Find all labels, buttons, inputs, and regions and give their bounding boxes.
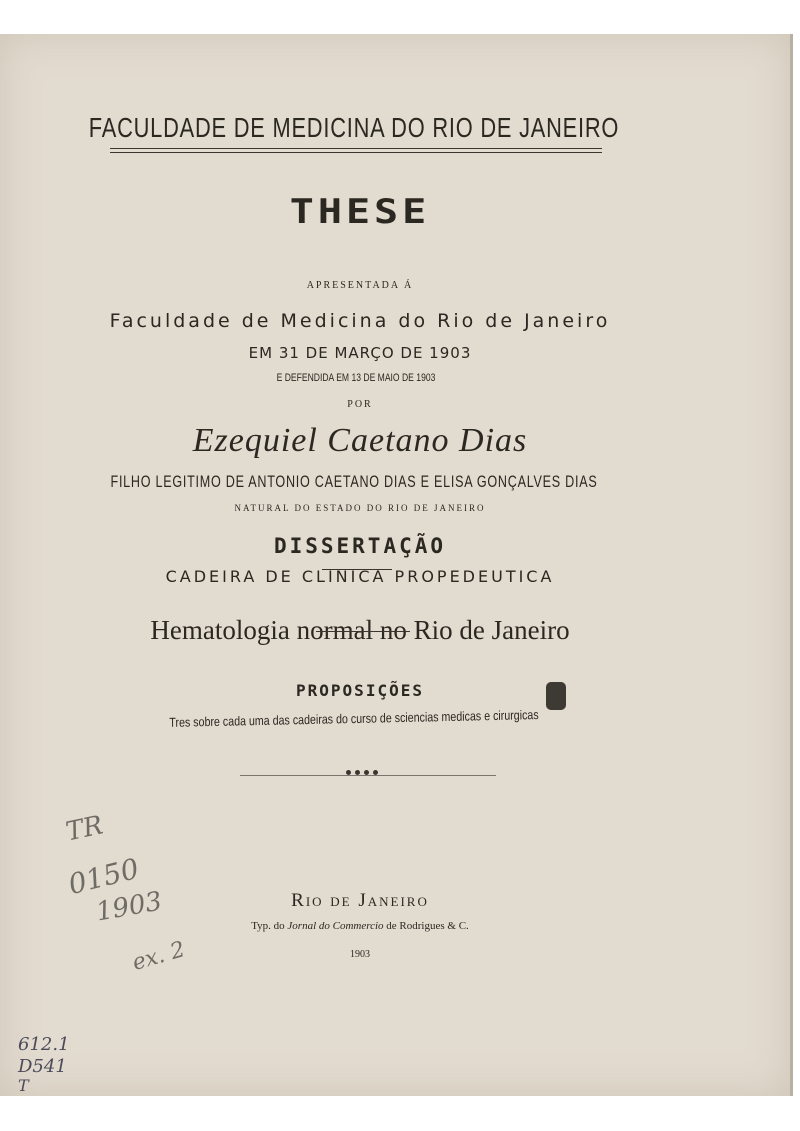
parents-line: FILHO LEGITIMO DE ANTONIO CAETANO DIAS E ELISA GONÇALVES DIAS [110, 472, 598, 491]
faculty-header: FACULDADE DE MEDICINA DO RIO DE JANEIRO [88, 112, 620, 143]
handwritten-note-g: T [18, 1076, 29, 1095]
handwritten-note-b: 0150 [65, 851, 143, 902]
presentation-date: EM 31 DE MARÇO DE 1903 [248, 344, 472, 362]
handwritten-note-c: 1903 [93, 886, 165, 928]
header-rule-bottom [110, 152, 602, 153]
author-name: Ezequiel Caetano Dias [192, 422, 528, 459]
header-rule-top [110, 148, 602, 149]
origin-line: NATURAL DO ESTADO DO RIO DE JANEIRO [234, 503, 486, 513]
handwritten-note-e: 612.1 [18, 1034, 70, 1055]
printer-suffix: de Rodrigues & C. [386, 920, 469, 932]
printer-prefix: Typ. do [251, 920, 285, 932]
defense-date: E DEFENDIDA EM 13 DE MAIO DE 1903 [276, 372, 436, 384]
ornament-dots [312, 770, 412, 776]
handwritten-note-f: D541 [18, 1056, 67, 1077]
divider-short [322, 569, 392, 570]
handwritten-note-d: ex. 2 [129, 937, 188, 976]
chair-line: CADEIRA DE CLINICA PROPEDEUTICA [165, 567, 555, 586]
propositions-heading: PROPOSIÇÕES [296, 681, 424, 700]
dissertation-heading: DISSERTAÇÃO [273, 534, 447, 558]
presented-label: APRESENTADA Á [306, 280, 414, 291]
propositions-description: Tres sobre cada uma das cadeiras do curso de sciencias medicas e cirurgicas [169, 707, 539, 730]
thesis-heading: THESE [289, 192, 431, 232]
publication-city: Rio de Janeiro [291, 890, 429, 911]
handwritten-note-a: TR [63, 810, 106, 848]
thesis-title: Hematologia normal no Rio de Janeiro [150, 615, 570, 645]
publication-year: 1903 [350, 949, 370, 960]
printer-journal: Jornal do Commercio [287, 920, 384, 932]
institution-name: Faculdade de Medicina do Rio de Janeiro [109, 310, 611, 332]
document-page [0, 34, 793, 1096]
divider-medium [316, 631, 410, 632]
by-label: POR [347, 399, 373, 410]
